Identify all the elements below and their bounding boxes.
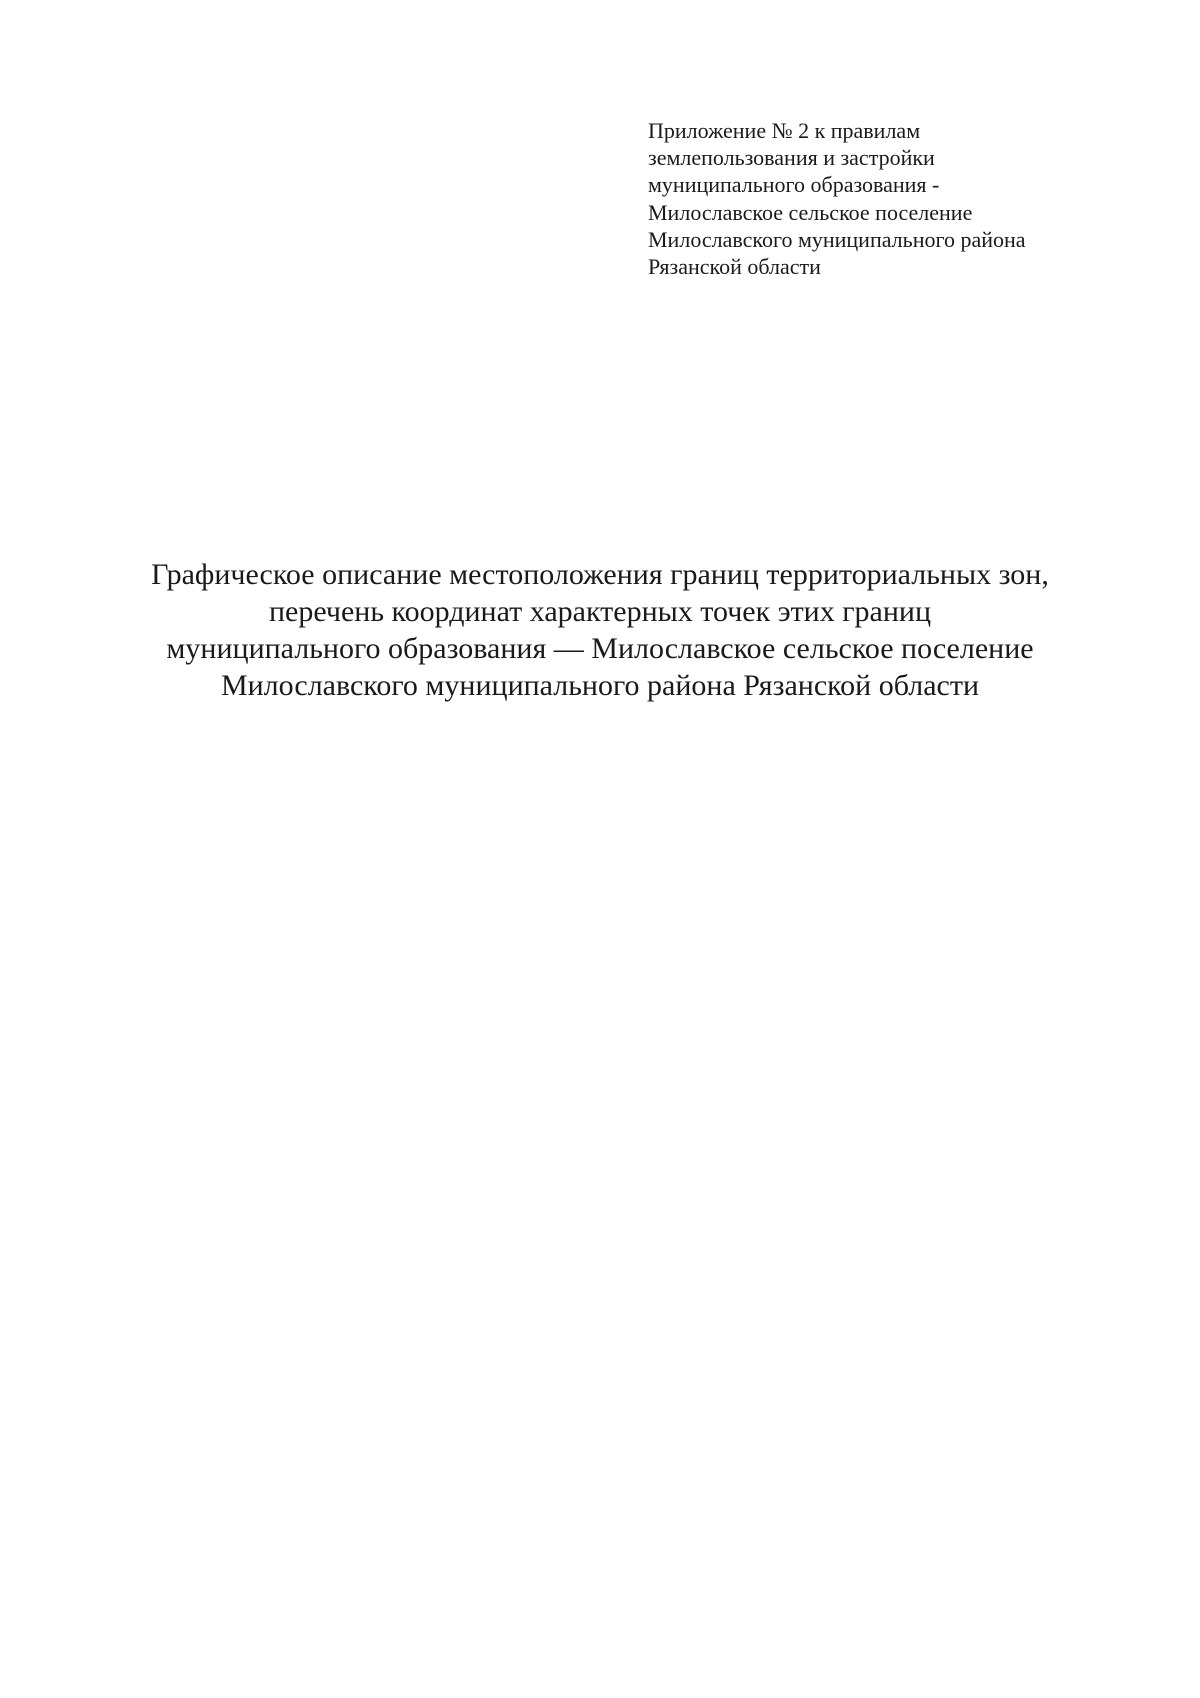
appendix-line: Приложение № 2 к правилам [648,118,921,143]
appendix-line: муниципального образования - [648,172,940,198]
title-line: перечень координат характерных точек этих границ [268,595,932,628]
appendix-line: Милославское сельское поселение [648,199,973,225]
document-title [60,556,1140,704]
appendix-note [648,117,1168,280]
appendix-line: Рязанской области [648,254,821,280]
title-line: муниципального образования — Милославское сельское поселение [166,632,1034,665]
title-line: Графическое описание местоположения границ территориальных зон, [151,558,1049,591]
appendix-line: землепользования и застройки [648,145,935,171]
appendix-line: Милославского муниципального района [648,226,1026,252]
title-line: Милославского муниципального района Рязанской области [220,669,980,702]
